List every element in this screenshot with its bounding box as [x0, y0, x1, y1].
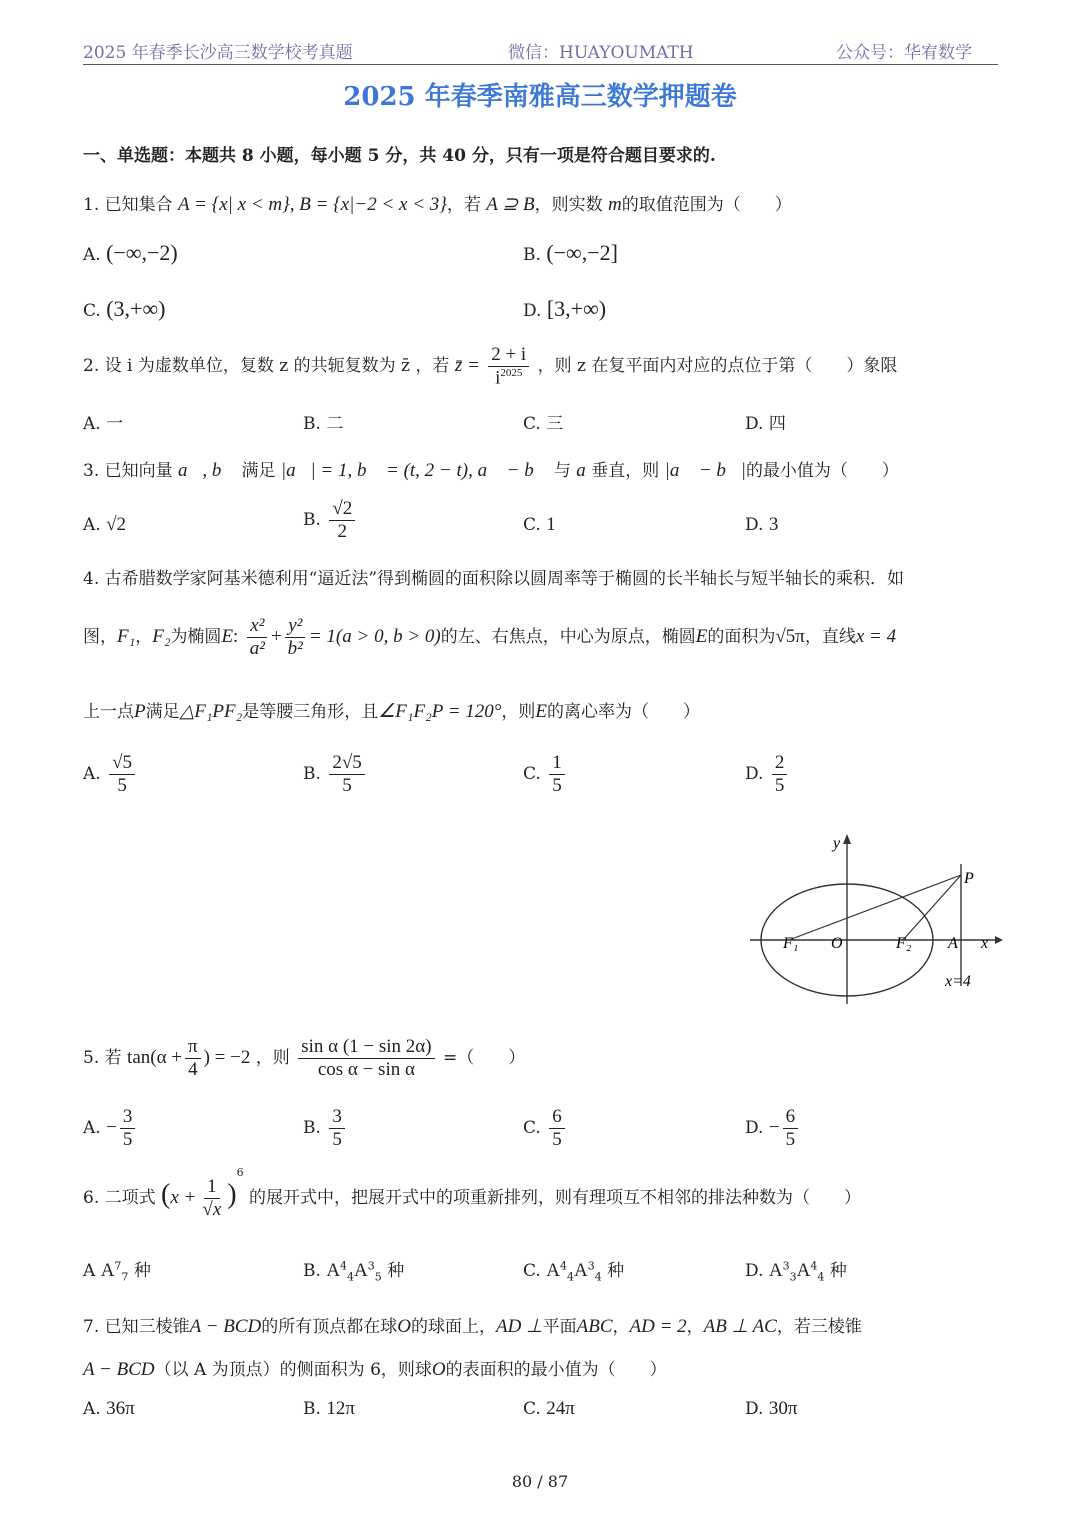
question-5: 5. 若 tan(α + $\frac{\pi}{4}$ ) = −2 ，则 $\frac{\text{sin α (1 − sin 2α)}}{\text{cos α − sin α}}$ =（ ）	[83, 1036, 526, 1080]
q3-option-d: D. 3	[745, 514, 779, 535]
header-center: 微信：HUAYOUMATH	[508, 43, 694, 63]
question-1: 1. 已知集合 A = {x| x < m}, B = {x|−2 < x < 3}，若 A ⊇ B，则实数 m的取值范围为（ ）	[83, 194, 792, 215]
header-right: 公众号：华宥数学	[836, 43, 972, 63]
ellipse-figure	[745, 828, 1005, 1008]
q5-option-b: B. $\frac{3}{5}$	[303, 1106, 348, 1151]
question-7-line-1: 7. 已知三棱锥A − BCD的所有顶点都在球O的球面上，AD ⊥平面ABC，AD = 2，AB ⊥ AC，若三棱锥	[83, 1316, 862, 1337]
q6-option-d: D. $A^3_3A^4_4$ 种	[745, 1259, 847, 1284]
q5-option-c: C. $\frac{6}{5}$	[523, 1106, 568, 1151]
q2-option-c: C. 三	[523, 414, 564, 434]
page-title: 2025 年春季南雅高三数学押题卷	[343, 82, 737, 112]
q4-option-b: B. $\frac{2√5}{5}$	[303, 752, 368, 797]
q5-option-a: A. − $\frac{3}{5}$	[83, 1106, 138, 1151]
q7-option-a: A. 36π	[83, 1398, 135, 1419]
header-left: 2025 年春季长沙高三数学校考真题	[83, 43, 353, 63]
header-rule	[83, 64, 998, 65]
segment-f1p	[789, 875, 961, 940]
label-f1: F₁	[783, 935, 799, 952]
question-4-line-1: 4. 古希腊数学家阿基米德利用“逼近法”得到椭圆的面积除以圆周率等于椭圆的长半轴长与短半轴长的乘积．如	[83, 569, 905, 589]
question-4-line-3: 上一点P满足△F₁PF₂是等腰三角形，且∠F₁F₂P = 120°，则E的离心率为（ ）	[83, 701, 700, 722]
q3-option-c: C. 1	[523, 514, 556, 535]
question-6: 6. 二项式 (x + $\frac{1}{√x}$ )$^6$ 的展开式中，把展开式中的项重新排列，则有理项互不相邻的排法种数为（ ）	[83, 1166, 861, 1220]
q5-option-d: D. − $\frac{6}{5}$	[745, 1106, 801, 1151]
question-7-line-2: A − BCD（以 A 为顶点）的侧面积为 6，则球O的表面积的最小值为（ ）	[83, 1359, 667, 1380]
label-p: P	[964, 870, 974, 887]
q4-option-a: A. $\frac{√5}{5}$	[83, 752, 138, 797]
q2-option-d: D. 四	[745, 414, 786, 434]
q4-option-c: C. $\frac{1}{5}$	[523, 752, 568, 797]
q6-option-b: B. $A^4_4A^3_5$ 种	[303, 1259, 405, 1284]
question-3: 3. 已知向量 a⃗, b⃗ 满足 |a⃗| = 1, b⃗ = (t, 2 − t), a⃗ − b⃗ 与 a 垂直，则 |a⃗ − b⃗|的最小值为（ ）	[83, 460, 899, 481]
q7-option-c: C. 24π	[523, 1398, 575, 1419]
label-f2: F₂	[896, 935, 912, 952]
label-a: A	[948, 935, 958, 952]
q2-option-b: B. 二	[303, 414, 344, 434]
label-x: x	[981, 935, 989, 952]
x-axis-arrow	[995, 936, 1003, 944]
question-4-line-2: 图，F₁，F₂为椭圆E: $\frac{\text{x²}}{\text{a²}}$ + $\frac{\text{y²}}{\text{b²}}$ = 1(a > 0, b > 0)的左、右焦点，中心为原点，椭圆E的面积为√5π，直线x = 4	[83, 615, 897, 659]
label-y: y	[833, 835, 841, 852]
page-number: 80 / 87	[511, 1472, 569, 1491]
q1-option-b: B. (−∞,−2]	[523, 240, 618, 265]
label-o: O	[831, 935, 843, 952]
section-heading: 一、单选题：本题共 8 小题，每小题 5 分，共 40 分，只有一项是符合题目要求的.	[83, 146, 716, 166]
y-axis-arrow	[843, 834, 851, 844]
q3-option-a: A. √2	[83, 514, 127, 535]
question-2: 2. 设 i 为虚数单位，复数 z 的共轭复数为 z̄ ，若 z̄ = $\frac{2 + i}{i^{2025}}$ ，则 z 在复平面内对应的点位于第（ ）象限	[83, 344, 898, 389]
label-x-equals-4: x=4	[945, 973, 971, 990]
q7-option-b: B. 12π	[303, 1398, 355, 1419]
q1-option-a: A. (−∞,−2)	[83, 240, 178, 265]
q4-option-d: D. $\frac{2}{5}$	[745, 752, 790, 797]
q6-option-c: C. $A^4_4A^3_4$ 种	[523, 1259, 625, 1284]
q1-option-d: D. [3,+∞)	[523, 296, 607, 321]
q6-option-a: A $A^7_7$ 种	[83, 1259, 151, 1284]
q1-option-c: C. (3,+∞)	[83, 296, 166, 321]
q2-option-a: A. 一	[83, 414, 124, 434]
q3-option-b: B. $\frac{√2}{2}$	[303, 498, 358, 543]
q7-option-d: D. 30π	[745, 1398, 798, 1419]
